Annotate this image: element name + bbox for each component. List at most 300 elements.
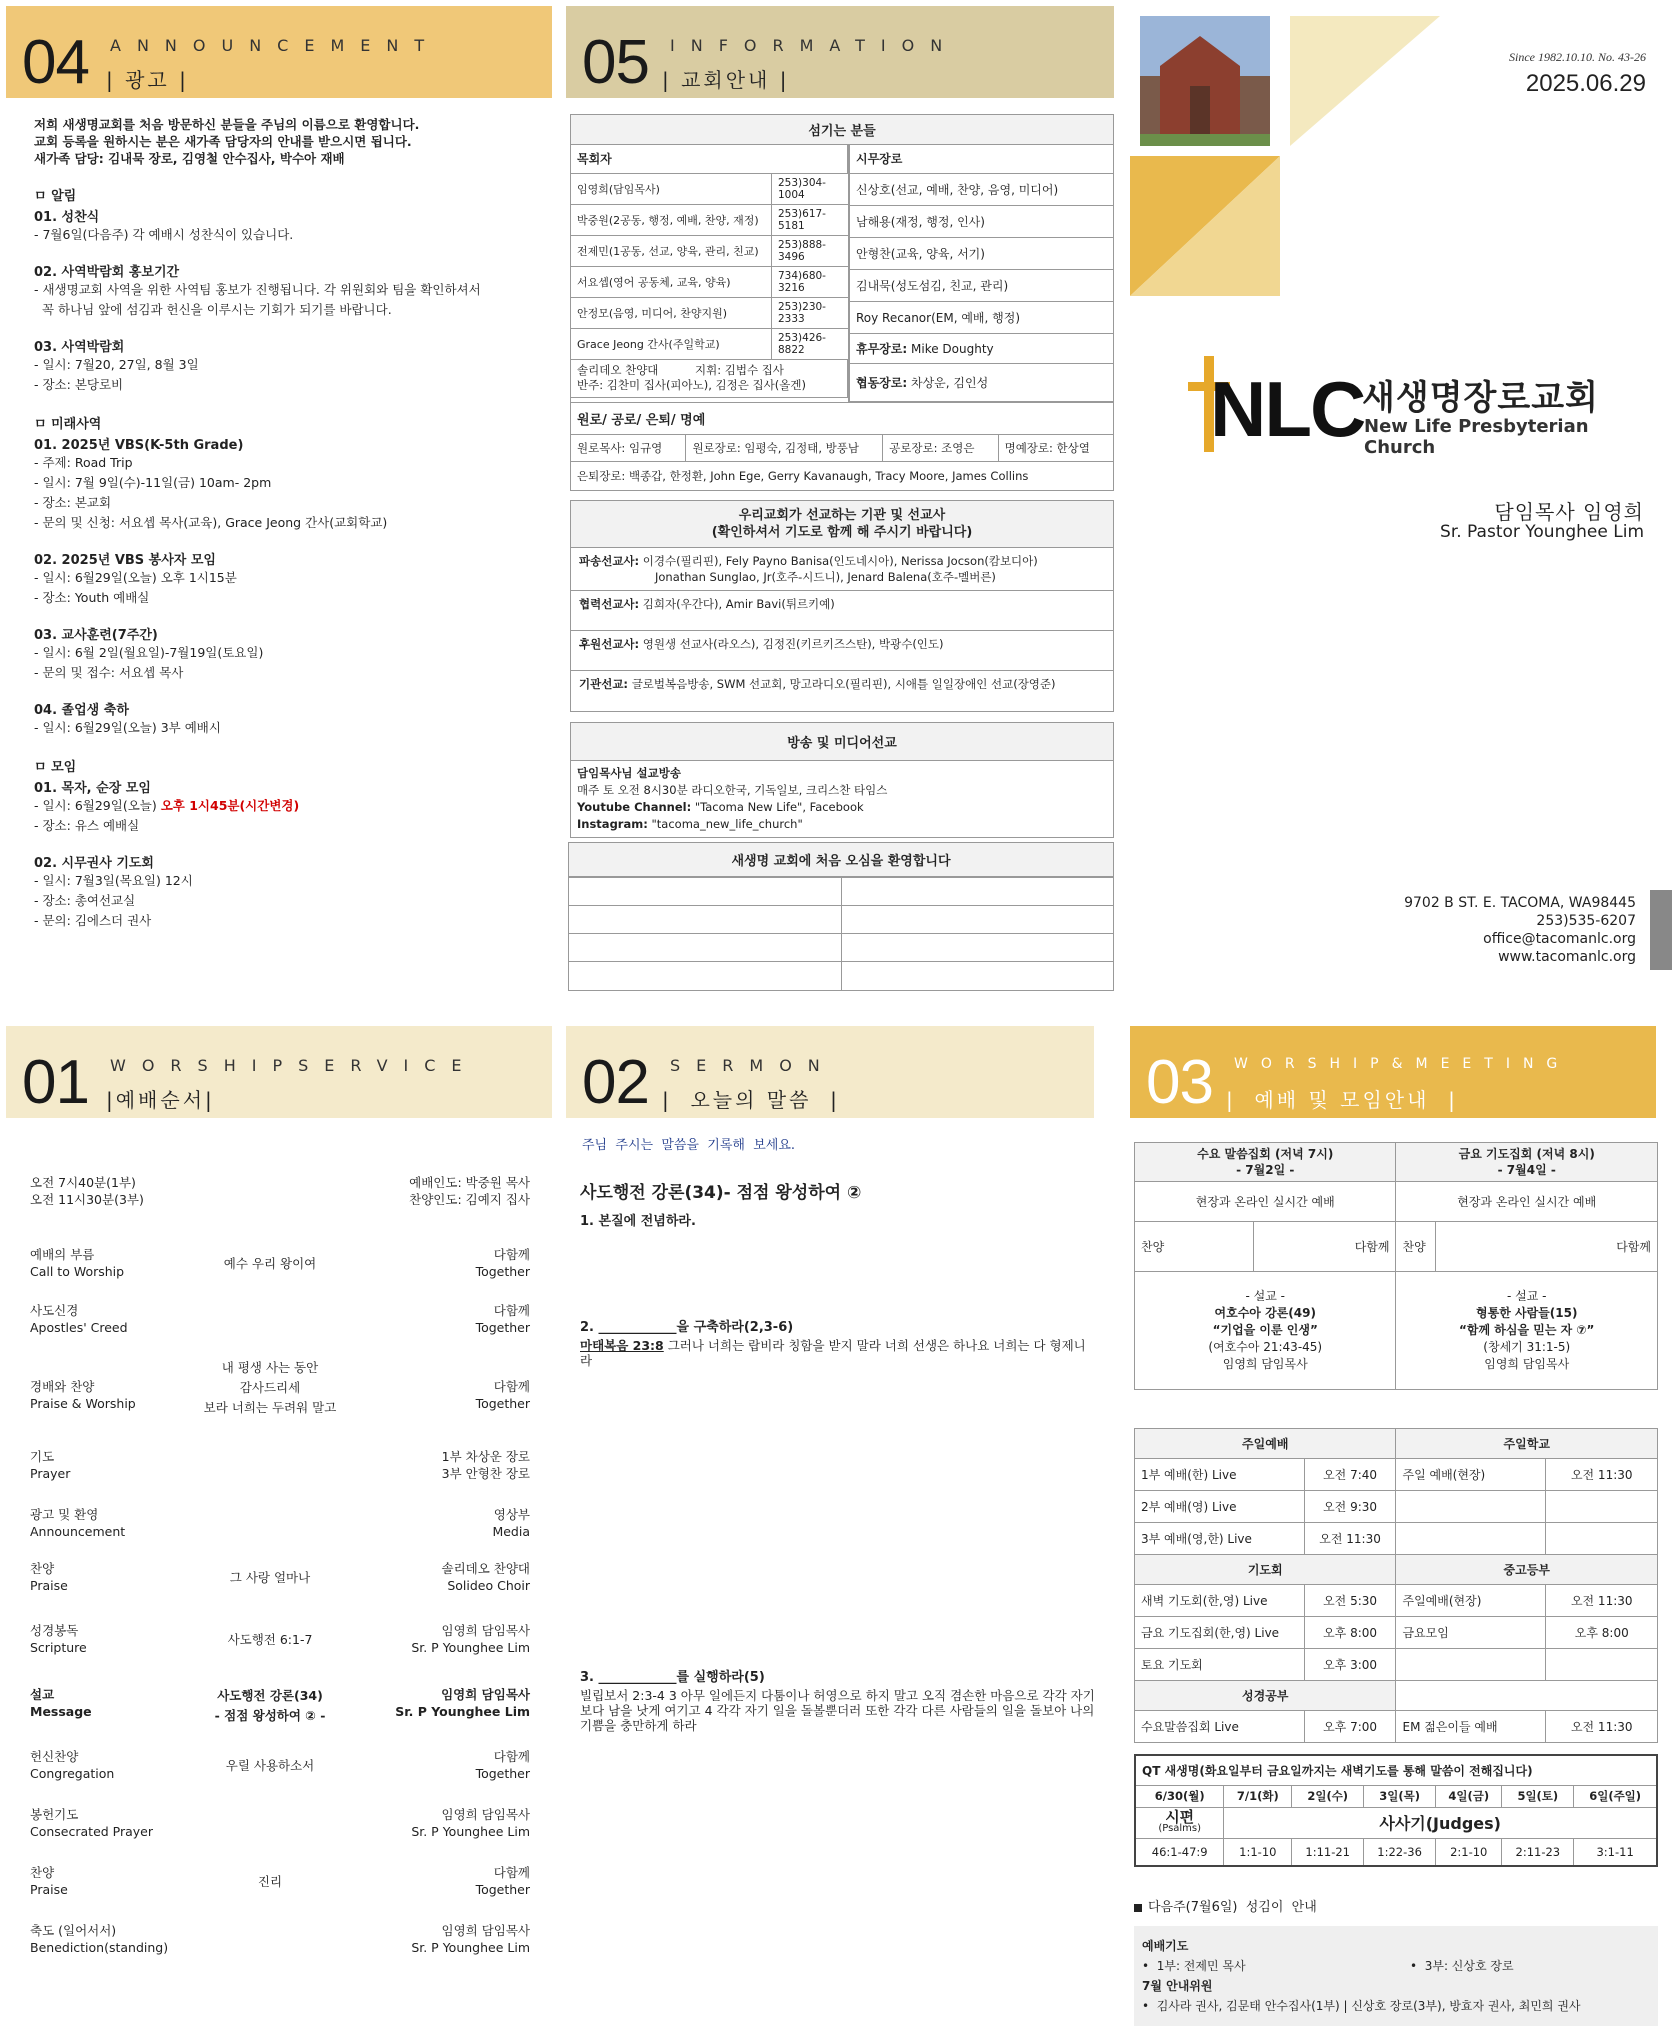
elder-row xyxy=(850,301,1114,333)
wed-message-line: - 설교 - xyxy=(1245,1289,1285,1303)
item-title: 04. 졸업생 축하 xyxy=(34,703,129,718)
elder-name: 안형찬(교육, 양육, 서기) xyxy=(850,237,1114,269)
emeritus-heading: 원로/ 공로/ 은퇴/ 명예 xyxy=(571,402,1113,435)
sermon-point-3-text: 빌립보서 2:3-4 3 아무 일에든지 다툼이나 허영으로 하지 말고 오직 겸손한 마음으로 각각 자기보다 남을 낫게 여기고 4 각각 자기 일을 돌볼뿐더러 또한 각각 다른 사람들의 일을 돌보아 나의 기쁨을 충만하게 하라 xyxy=(580,1688,1095,1733)
emeritus-item: 원로목사: 임규영 xyxy=(571,435,686,461)
schedule-name: 1부 예배(한) Live xyxy=(1135,1459,1305,1491)
service-time: 오전 11시30분(3부) xyxy=(30,1192,144,1207)
qt-table xyxy=(1134,1754,1658,1867)
worship-item xyxy=(30,1922,530,1972)
information-header xyxy=(566,6,1114,98)
qt-day: 5일(토) xyxy=(1502,1785,1574,1807)
worship-item-leader: 임영희 담임목사 Sr. P Younghee Lim xyxy=(411,1807,530,1839)
qt-ref: 1:11-21 xyxy=(1292,1838,1364,1866)
section-eng-title: INFORMATION xyxy=(670,36,959,55)
meeting-item-line xyxy=(34,796,544,816)
worship-item-title: 경배와 찬양 Praise & Worship xyxy=(30,1379,136,1411)
instagram-label: Instagram: xyxy=(577,817,648,831)
mission-line xyxy=(579,553,1105,569)
item-line: - 장소: 본교회 xyxy=(34,495,112,510)
section-number: 01 xyxy=(22,1048,89,1117)
worship-item-leader: 다함께 Together xyxy=(475,1379,530,1411)
announcement-header xyxy=(6,6,552,98)
elder-row xyxy=(850,173,1114,205)
qt-day: 6/30(월) xyxy=(1135,1785,1224,1807)
fri-heading-line: - 7월4일 - xyxy=(1497,1163,1556,1177)
midweek-table xyxy=(1134,1142,1658,1390)
wed-message xyxy=(1135,1272,1396,1390)
edge-tab xyxy=(1650,890,1672,970)
section-eng-title: WORSHIPSERVICE xyxy=(110,1056,478,1075)
item-line: - 장소: Youth 예배실 xyxy=(34,590,150,605)
qt-day: 4일(금) xyxy=(1436,1785,1502,1807)
fri-heading xyxy=(1396,1143,1658,1182)
fri-message-line: 임영희 담임목사 xyxy=(1484,1357,1570,1371)
usher-title: 7월 안내위원 xyxy=(1142,1979,1213,1993)
worship-item-content: 예수 우리 왕이여 xyxy=(223,1256,317,1271)
address-line: www.tacomanlc.org xyxy=(1498,949,1636,965)
schedule-time: 오전 11:30 xyxy=(1546,1459,1658,1491)
address-line: office@tacomanlc.org xyxy=(1483,931,1636,947)
schedule-table xyxy=(1134,1428,1658,1743)
qt-ref: 3:1-11 xyxy=(1574,1838,1657,1866)
pastor-name: Grace Jeong 간사(주일학교) xyxy=(571,328,772,359)
retired-elder-value: Mike Doughty xyxy=(911,341,994,356)
worship-item-title: 봉헌기도 Consecrated Prayer xyxy=(30,1807,154,1839)
worship-item xyxy=(30,1448,530,1498)
pastor-row xyxy=(571,204,848,235)
schedule-row xyxy=(1135,1585,1658,1617)
worship-item-content: 그 사랑 얼마나 xyxy=(229,1570,311,1585)
mission-title-line: 우리교회가 선교하는 기관 및 선교사 xyxy=(738,508,946,523)
pastor-phone: 253)230-2333 xyxy=(772,297,848,328)
worship-item-title: 광고 및 환영 Announcement xyxy=(30,1507,126,1539)
worship-item-title: 성경봉독 Scripture xyxy=(30,1623,87,1655)
mission-label: 기관선교: xyxy=(579,677,629,691)
intro-line: 교회 등록을 원하시는 분은 새가족 담당자의 안내를 받으시면 됩니다. xyxy=(34,134,412,149)
prayer-leader-3: 3부: 신상호 장로 xyxy=(1424,1959,1514,1973)
pastors-table xyxy=(571,145,848,398)
worship-item-content: 사도행전 강론(34) - 점점 왕성하여 ② - xyxy=(214,1688,326,1723)
mission-row xyxy=(571,671,1113,711)
item-title: 01. 2025년 VBS(K-5th Grade) xyxy=(34,438,244,453)
schedule-row xyxy=(1135,1617,1658,1649)
fri-message-line: (창세기 31:1-5) xyxy=(1483,1340,1571,1354)
schedule-time: 오후 8:00 xyxy=(1546,1617,1658,1649)
worship-item-title: 사도신경 Apostles' Creed xyxy=(30,1303,128,1335)
mission-value: 글로벌복음방송, SWM 선교회, 망고라디오(필리핀), 시애틀 일일장애인 선교(장영준) xyxy=(628,677,1056,691)
school-heading: 주일학교 xyxy=(1396,1429,1658,1459)
worship-item-title: 축도 (일어서서) Benediction(standing) xyxy=(30,1923,169,1955)
meeting-panel xyxy=(1130,1026,1680,2036)
media-line: 담임목사님 설교방송 xyxy=(577,766,681,780)
wed-mode: 현장과 온라인 실시간 예배 xyxy=(1135,1182,1396,1222)
prayer-heading: 기도회 xyxy=(1135,1555,1396,1585)
worship-item-leader: 영상부 Media xyxy=(492,1507,530,1539)
item-title: 02. 2025년 VBS 봉사자 모임 xyxy=(34,553,216,568)
schedule-name: 주일 예배(현장) xyxy=(1396,1459,1546,1491)
logo-korean-name: 새생명장로교회 xyxy=(1362,378,1599,418)
emeritus-item: 명예장로: 한상열 xyxy=(1004,440,1090,455)
schedule-time xyxy=(1546,1491,1658,1523)
worship-item-content: 사도행전 6:1-7 xyxy=(227,1632,313,1647)
elder-name: Roy Recanor(EM, 예배, 행정) xyxy=(850,301,1114,333)
wed-message-line: “기업을 이룬 인생” xyxy=(1212,1323,1318,1337)
schedule-time: 오전 11:30 xyxy=(1546,1711,1658,1743)
item-title: 03. 교사훈련(7주간) xyxy=(34,628,158,643)
item-line: - 일시: 6월29일(오늘) 오후 1시15분 xyxy=(34,570,237,585)
worship-item-content: 진리 xyxy=(257,1874,283,1889)
elder-name: 김내묵(성도섬김, 친교, 관리) xyxy=(850,269,1114,301)
qt-psalm: 시편 xyxy=(1165,1807,1195,1826)
section-eng-title: WORSHIP&MEETING xyxy=(1234,1056,1571,1072)
worship-panel xyxy=(6,1026,552,2036)
sermon-panel xyxy=(566,1026,1116,2036)
fri-message-line: - 설교 - xyxy=(1507,1289,1547,1303)
intro-line: 저희 새생명교회를 처음 방문하신 분들을 주님의 이름으로 환영합니다. xyxy=(34,117,420,132)
section-kor-title: |예배순서| xyxy=(106,1088,215,1112)
worship-item-title: 기도 Prayer xyxy=(30,1449,71,1481)
pastor-name: 임영희(담임목사) xyxy=(571,173,772,204)
wed-message-line: (여호수아 21:43-45) xyxy=(1208,1340,1323,1354)
mission-label: 협력선교사: xyxy=(579,597,640,611)
schedule-name: EM 젊은이들 예배 xyxy=(1396,1711,1546,1743)
service-time: 오전 7시40분(1부) xyxy=(30,1175,136,1190)
worship-item-leader: 다함께 Together xyxy=(475,1303,530,1335)
qt-day: 7/1(화) xyxy=(1224,1785,1292,1807)
emeritus-item: 원로장로: 임평숙, 김정태, 방풍남 xyxy=(686,435,883,461)
media-line: 매주 토 오전 8시30분 라디오한국, 기독일보, 크리스찬 타임스 xyxy=(577,783,888,797)
wed-heading-line: 수요 말씀집회 (저녁 7시) xyxy=(1197,1147,1334,1161)
item-title: 02. 사역박람회 홍보기간 xyxy=(34,265,180,280)
pastor-phone: 734)680-3216 xyxy=(772,266,848,297)
worship-item-title: 헌신찬양 Congregation xyxy=(30,1749,115,1781)
welcome-grid xyxy=(569,877,1113,990)
item-line: - 일시: 7월 9일(수)-11일(금) 10am- 2pm xyxy=(34,475,272,490)
assoc-elder-value: 차상운, 김인성 xyxy=(911,375,989,390)
wed-praise-value: 다함께 xyxy=(1254,1222,1396,1272)
since-line: Since 1982.10.10. No. 43-26 xyxy=(1509,50,1646,64)
prayer-usher-box: 예배기도 • 1부: 전제민 목사 • 3부: 신상호 장로 7월 안내위원 • 김사라 권사, 김문태 안수집사(1부) | 신상호 장로(3부), 방효자 권사, 최민희 권사 xyxy=(1134,1926,1658,2026)
fri-heading-line: 금요 기도집회 (저녁 8시) xyxy=(1458,1147,1595,1161)
mission-label: 파송선교사: xyxy=(579,554,640,568)
elders-table xyxy=(849,145,1113,402)
wed-heading xyxy=(1135,1143,1396,1182)
worship-item-leader: 다함께 Together xyxy=(475,1865,530,1897)
issue-date: 2025.06.29 xyxy=(1525,70,1646,97)
item-line: - 7월6일(다음주) 각 예배시 성찬식이 있습니다. xyxy=(34,227,294,242)
mission-line xyxy=(579,596,1105,612)
worship-item-title: 예배의 부름 Call to Worship xyxy=(30,1247,125,1279)
meeting-heading: ㅁ 모임 xyxy=(34,760,77,775)
mission-label: 후원선교사: xyxy=(579,637,640,651)
schedule-name xyxy=(1396,1491,1546,1523)
elder-name: 남해용(재정, 행정, 인사) xyxy=(850,205,1114,237)
intro-line: 새가족 담당: 김내묵 장로, 김영철 안수집사, 박수아 재배 xyxy=(34,151,345,166)
schedule-row xyxy=(1135,1523,1658,1555)
qt-day: 3일(목) xyxy=(1364,1785,1436,1807)
pastor-phone: 253)888-3496 xyxy=(772,235,848,266)
worship-item-leader: 임영희 담임목사 Sr. P Younghee Lim xyxy=(395,1687,530,1719)
section-kor-title: | 광고 | xyxy=(106,68,189,92)
worship-times xyxy=(30,1174,530,1214)
elder-row xyxy=(850,205,1114,237)
worship-item xyxy=(30,1360,530,1415)
cover-decoration xyxy=(1130,6,1490,346)
fri-message-line: “함께 하심을 믿는 자 ⑦” xyxy=(1459,1323,1595,1337)
sermon-point-2: 2. ____________을 구축하라(2,3-6) xyxy=(580,1320,794,1335)
schedule-name: 주일예배(현장) xyxy=(1396,1585,1546,1617)
worship-item xyxy=(30,1686,530,1736)
cover-panel xyxy=(1130,6,1680,1002)
service-times xyxy=(30,1174,144,1208)
qt-ref: 1:22-36 xyxy=(1364,1838,1436,1866)
church-logo xyxy=(1186,356,1626,466)
schedule-row xyxy=(1135,1649,1658,1681)
schedule-time xyxy=(1546,1523,1658,1555)
assoc-elder-label: 협동장로: xyxy=(856,375,908,390)
elder-row xyxy=(850,237,1114,269)
schedule-time: 오전 7:40 xyxy=(1304,1459,1396,1491)
fri-message xyxy=(1396,1272,1658,1390)
emeritus-item: 공로장로: 조영은 xyxy=(883,435,998,461)
pastor-row xyxy=(571,173,848,204)
schedule-time: 오전 5:30 xyxy=(1304,1585,1396,1617)
emeritus-row xyxy=(571,435,1113,462)
pastor-phone: 253)304-1004 xyxy=(772,173,848,204)
assoc-elder-row xyxy=(850,363,1114,401)
qt-book: 사사기(Judges) xyxy=(1224,1807,1657,1838)
mission-rows xyxy=(571,548,1113,711)
section-number: 02 xyxy=(582,1048,649,1117)
sunday-heading: 주일예배 xyxy=(1135,1429,1396,1459)
meeting-item-line: - 장소: 유스 예배실 xyxy=(34,818,140,833)
elder-row xyxy=(850,269,1114,301)
service-leader: 찬양인도: 김예지 집사 xyxy=(409,1192,530,1207)
fri-praise-label: 찬양 xyxy=(1396,1222,1436,1272)
wed-praise-label: 찬양 xyxy=(1135,1222,1254,1272)
worship-item xyxy=(30,1622,530,1672)
youth-heading: 중고등부 xyxy=(1396,1555,1658,1585)
mission-row xyxy=(571,591,1113,631)
qt-ref: 46:1-47:9 xyxy=(1135,1838,1224,1866)
time-change-notice: 오후 1시45분(시간변경) xyxy=(160,798,300,813)
future-heading: ㅁ 미래사역 xyxy=(34,417,102,432)
item-line: - 일시: 7월3일(목요일) 12시 xyxy=(34,873,193,888)
study-heading: 성경공부 xyxy=(1135,1681,1396,1711)
item-line: - 새생명교회 사역을 위한 사역팀 홍보가 진행됩니다. 각 위원회와 팀을 확인하셔서 xyxy=(34,282,481,297)
retired-elders: 은퇴장로: 백종갑, 한정환, John Ege, Gerry Kavanaugh, Tracy Moore, James Collins xyxy=(577,468,1029,483)
wed-message-line: 임영희 담임목사 xyxy=(1222,1357,1308,1371)
mission-value: 이경수(필리핀), Fely Payno Banisa(인도네시아), Nerissa Jocson(캄보디아) xyxy=(639,554,1038,568)
qt-day: 2일(수) xyxy=(1292,1785,1364,1807)
schedule-time: 오후 3:00 xyxy=(1304,1649,1396,1681)
qt-psalm-cell xyxy=(1135,1807,1224,1838)
mission-row xyxy=(571,548,1113,591)
square-bullet-icon xyxy=(1134,1904,1142,1912)
pastor-name: 박중원(2공동, 행정, 예배, 찬양, 재정) xyxy=(571,204,772,235)
meeting-time-label: - 일시: 6월29일(오늘) xyxy=(34,798,161,813)
schedule-time: 오후 8:00 xyxy=(1304,1617,1396,1649)
worship-item-title: 찬양 Praise xyxy=(30,1561,68,1593)
youtube-label: Youtube Channel: xyxy=(577,800,692,814)
item-line: - 문의: 김에스더 권사 xyxy=(34,913,152,928)
choir-line: 솔리데오 찬양대 지휘: 김법수 집사 xyxy=(577,363,784,377)
pastor-phone: 253)426-8822 xyxy=(772,328,848,359)
qt-title: QT 새생명(화요일부터 금요일까지는 새벽기도를 통해 말씀이 전해집니다) xyxy=(1135,1755,1657,1785)
section-number: 04 xyxy=(22,28,89,97)
schedule-name xyxy=(1396,1523,1546,1555)
item-title: 03. 사역박람회 xyxy=(34,340,125,355)
choir-info xyxy=(571,359,848,397)
announcement-panel xyxy=(6,6,552,1002)
section-kor-title: | 오늘의 말씀 | xyxy=(662,1088,840,1112)
worship-header xyxy=(6,1026,552,1118)
logo-letters: NLC xyxy=(1210,365,1365,453)
section-number: 05 xyxy=(582,28,649,97)
instagram-value: "tacoma_new_life_church" xyxy=(647,817,803,831)
item-line: - 장소: 총여선교실 xyxy=(34,893,136,908)
mission-title-line: (확인하셔서 기도로 함께 해 주시기 바랍니다) xyxy=(711,525,973,540)
sermon-title: 사도행전 강론(34)- 점점 왕성하여 ② xyxy=(580,1183,862,1203)
qt-ref: 2:11-23 xyxy=(1502,1838,1574,1866)
pastor-row xyxy=(571,235,848,266)
scripture-text: 그러나 너희는 랍비라 칭함을 받지 말라 너희 선생은 하나요 너희는 다 형제니라 xyxy=(580,1338,1086,1368)
item-line: - 문의 및 접수: 서요셉 목사 xyxy=(34,665,184,680)
qt-ref: 1:1-10 xyxy=(1224,1838,1292,1866)
worship-item-title: 찬양 Praise xyxy=(30,1865,68,1897)
schedule-name: 2부 예배(영) Live xyxy=(1135,1491,1305,1523)
schedule-time: 오전 11:30 xyxy=(1304,1523,1396,1555)
pastor-english: Sr. Pastor Younghee Lim xyxy=(1440,522,1644,542)
schedule-row xyxy=(1135,1491,1658,1523)
pastor-name: 전제민(1공동, 선교, 양육, 관리, 친교) xyxy=(571,235,772,266)
schedule-time xyxy=(1546,1649,1658,1681)
item-line: 꼭 하나님 앞에 섬김과 헌신을 이루시는 기회가 되기를 바랍니다. xyxy=(34,302,392,317)
mission-value: 영원생 선교사(라오스), 김정진(키르키즈스탄), 박광수(인도) xyxy=(639,637,944,651)
fri-praise-value: 다함께 xyxy=(1436,1222,1658,1272)
schedule-name: 새벽 기도회(한,영) Live xyxy=(1135,1585,1305,1617)
worship-item xyxy=(30,1560,530,1610)
retired-elder-row xyxy=(850,333,1114,363)
meeting-item-lines xyxy=(34,871,544,931)
pastors-heading: 목회자 xyxy=(571,145,848,173)
worship-item-content: 우릴 사용하소서 xyxy=(225,1758,315,1773)
schedule-name: 3부 예배(영,한) Live xyxy=(1135,1523,1305,1555)
schedule-name: 금요모임 xyxy=(1396,1617,1546,1649)
scripture-ref: 마태복음 23:8 xyxy=(580,1338,664,1353)
sermon-lead: 주님 주시는 말씀을 기록해 보세요. xyxy=(582,1138,796,1153)
item-line: - 주제: Road Trip xyxy=(34,455,133,470)
logo-english-name: New Life Presbyterian Church xyxy=(1364,416,1589,458)
schedule-time: 오전 9:30 xyxy=(1304,1491,1396,1523)
usher-list: 김사라 권사, 김문태 안수집사(1부) | 신상호 장로(3부), 방효자 권사, 최민희 권사 xyxy=(1156,1999,1581,2013)
qt-day: 6일(주일) xyxy=(1574,1785,1657,1807)
pastor-row xyxy=(571,328,848,359)
future-list xyxy=(34,434,544,738)
worship-item-content: 내 평생 사는 동안 감사드리세 보라 너희는 두려워 말고 xyxy=(203,1360,337,1415)
media-line xyxy=(577,799,1107,816)
address-line: 9702 B ST. E. TACOMA, WA98445 xyxy=(1404,895,1636,911)
announcement-body xyxy=(34,116,544,931)
mission-line-2: Jonathan Sunglao, Jr(호주-시드니), Jenard Balena(호주-멜버른) xyxy=(655,570,996,584)
mission-box xyxy=(570,500,1114,712)
item-line: - 장소: 본당로비 xyxy=(34,377,124,392)
meeting-header xyxy=(1130,1026,1656,1118)
schedule-row xyxy=(1135,1711,1658,1743)
staff-box xyxy=(570,114,1114,491)
sermon-point-2-text xyxy=(580,1338,1096,1368)
worship-item-title: 설교 Message xyxy=(30,1687,92,1719)
fri-message-line: 형통한 사람들(15) xyxy=(1476,1306,1578,1320)
schedule-time: 오전 11:30 xyxy=(1546,1585,1658,1617)
worship-item-leader: 임영희 담임목사 Sr. P Younghee Lim xyxy=(411,1623,530,1655)
welcome-title: 새생명 교회에 처음 오심을 환영합니다 xyxy=(569,843,1113,877)
deco-triangle-pale xyxy=(1290,16,1440,146)
wed-heading-line: - 7월2일 - xyxy=(1236,1163,1295,1177)
schedule-name: 수요말씀집회 Live xyxy=(1135,1711,1305,1743)
qt-psalm-eng: (Psalms) xyxy=(1158,1822,1202,1834)
youtube-value: "Tacoma New Life", Facebook xyxy=(691,800,864,814)
elder-name: 신상호(선교, 예배, 찬양, 음영, 미디어) xyxy=(850,173,1114,205)
welcome-intro xyxy=(34,116,544,167)
mission-title xyxy=(571,501,1113,548)
worship-item-leader: 솔리데오 찬양대 Solideo Choir xyxy=(441,1561,530,1593)
worship-item xyxy=(30,1748,530,1798)
worship-item xyxy=(30,1302,530,1352)
meeting-item-title: 01. 목자, 순장 모임 xyxy=(34,781,151,796)
service-leaders xyxy=(409,1174,530,1208)
pastor-row xyxy=(571,297,848,328)
qt-ref: 2:1-10 xyxy=(1436,1838,1502,1866)
section-kor-title: | 교회안내 | xyxy=(662,68,790,92)
worship-item-leader: 다함께 Together xyxy=(475,1749,530,1781)
church-address xyxy=(1404,894,1636,966)
pastor-korean: 담임목사 임영희 xyxy=(1494,500,1644,524)
section-kor-title: | 예배 및 모임안내 | xyxy=(1226,1088,1458,1112)
schedule-time: 오후 7:00 xyxy=(1304,1711,1396,1743)
wed-message-line: 여호수아 강론(49) xyxy=(1214,1306,1316,1320)
schedule-name: 금요 기도집회(한,영) Live xyxy=(1135,1617,1305,1649)
mission-line xyxy=(579,636,1105,652)
item-line: - 일시: 6월 2일(월요일)-7월19일(토요일) xyxy=(34,645,264,660)
worship-item-leader: 1부 차상운 장로 3부 안형찬 장로 xyxy=(441,1449,530,1481)
item-line: - 일시: 7월20, 27일, 8월 3일 xyxy=(34,357,199,372)
schedule-name xyxy=(1396,1649,1546,1681)
sermon-point-3: 3. ____________를 실행하라(5) xyxy=(580,1670,765,1685)
meeting-item-title: 02. 시무권사 기도회 xyxy=(34,856,154,871)
pastor-name: 안정모(음영, 미디어, 찬양지원) xyxy=(571,297,772,328)
schedule-name: 토요 기도회 xyxy=(1135,1649,1305,1681)
information-panel xyxy=(566,6,1116,1002)
notice-list xyxy=(34,206,544,395)
section-eng-title: SERMON xyxy=(670,1056,836,1075)
section-eng-title: ANNOUNCEMENT xyxy=(110,36,441,55)
sermon-header xyxy=(566,1026,1094,1118)
welcome-box xyxy=(568,842,1114,991)
address-line: 253)535-6207 xyxy=(1536,913,1636,929)
mission-line xyxy=(579,676,1105,692)
schedule-row xyxy=(1135,1459,1658,1491)
staff-title: 섬기는 분들 xyxy=(571,115,1113,145)
worship-item xyxy=(30,1506,530,1556)
next-week-note: 다음주(7월6일) 성김이 안내 xyxy=(1134,1896,1317,1915)
item-title: 01. 성찬식 xyxy=(34,210,100,225)
media-line xyxy=(577,816,1107,833)
worship-item-leader: 임영희 담임목사 Sr. P Younghee Lim xyxy=(411,1923,530,1955)
item-line: - 일시: 6월29일(오늘) 3부 예배시 xyxy=(34,720,221,735)
prayer-title: 예배기도 xyxy=(1142,1939,1189,1953)
